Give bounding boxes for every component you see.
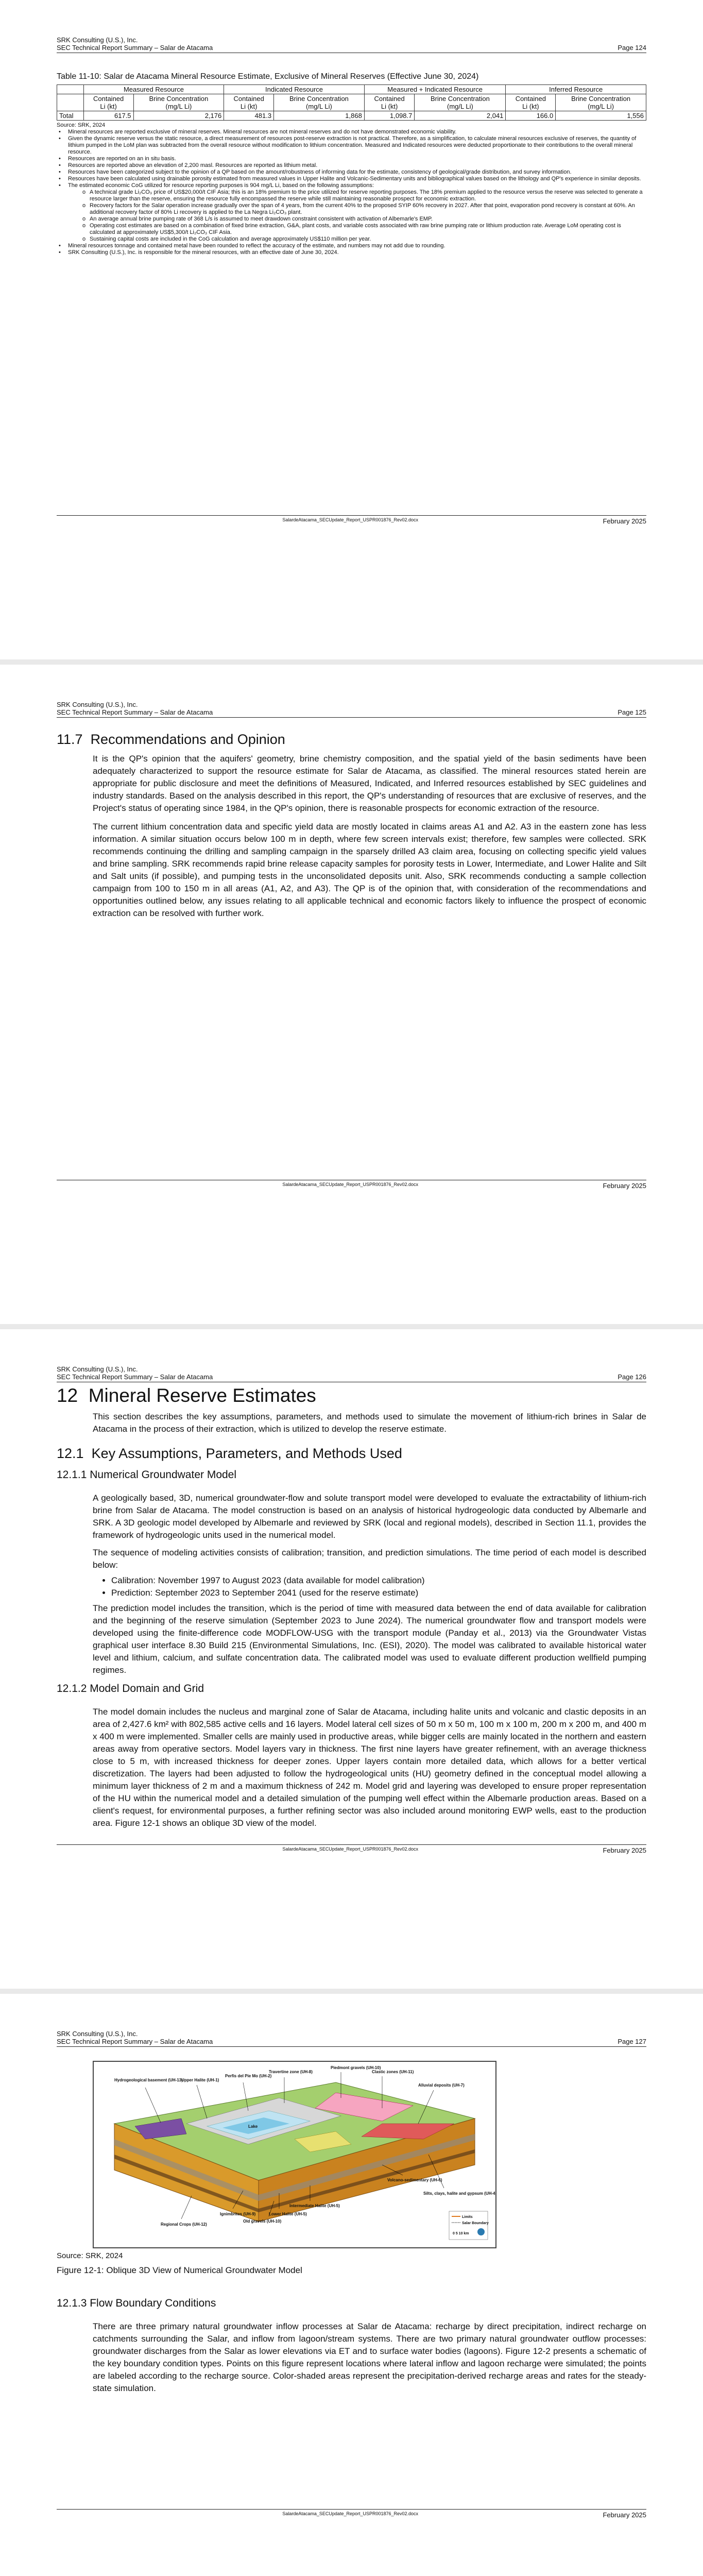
paragraph: The current lithium concentration data and specific yield data are mostly located in claims areas A1 and A2. A3 in the eastern zone has less information. A similar situation occurs below 100 m in depth, where few screen intervals exist; therefore, few samples were collected. SRK recommends continuing the drilling and sampling campaign in the sparsely drilled A3 claim area, focusing on collecting specific yield values and brine sampling. SRK recommends rapid brine release capacity samples for porosity tests in Lower, Intermediate, and Lower Halite and Silt and Salt units (if possible), and pumping tests in the unconsolidated deposits unit. Also, SRK recommends conducting a sample collection campaign from 100 to 150 m in all areas (A1, A2, and A3). The QP is of the opinion that, with consideration of the recommendations and opportunities outlined below, any issues relating to all applicable technical and economic factors likely to influence the prospect of economic extraction can be resolved with further work. [93, 822, 646, 918]
col-contained-header: Contained Li (kt) [224, 94, 274, 111]
section-heading [57, 732, 646, 748]
footer-date: February 2025 [603, 1846, 646, 1854]
page-127 [0, 1994, 703, 2576]
footer-filename: SalardeAtacama_SECUpdate_Report_USPR001876_Rev02.docx [282, 2511, 419, 2516]
figure-source: Source: SRK, 2024 [57, 2251, 123, 2260]
page-number: Page 127 [618, 2038, 646, 2045]
note-item: • Resources have been calculated using drainable porosity estimated from measured values in Upper Halite and Volcanic-Sedimentary units and bibliographical values based on the lithology and QP's experience in similar deposits. [68, 176, 646, 182]
note-item: • Mineral resources tonnage and contained metal have been rounded to reflect the accuracy of the estimate, and numbers may not add due to rounding. [68, 243, 646, 249]
header-report: SEC Technical Report Summary – Salar de Atacama [57, 44, 213, 52]
paragraph: The model domain includes the nucleus and marginal zone of Salar de Atacama, including halite units and volcanic and clastic deposits in an area of 2,427.6 km² with 802,585 active cells and 16 layers. Model lateral cell sizes of 50 m x 50 m, 100 m x 100 m, 200 m x 200 m, and 400 m x 400 m were implemented. Smaller cells are mainly used in productive areas, while bigger cells are mainly located in the northern and eastern areas away from operative sectors. Model layers vary in thickness. The first nine layers have greater refinement, with an average thickness close to 5 m, with increased thickness for deeper zones. Upper layers contain more detailed data, which allows for a better vertical discretization. The layers had been adjusted to follow the hydrogeological units (HU) geometry defined in the conceptual model allowing a minimum layer thickness of 2 m and a maximum thickness of 242 m. Model grid and layering was developed to ensure proper representation of the HU within the numerical model and a detailed simulation of the pumping well effect within the Albemarle production areas. Based on a client's request, for environmental purposes, a further refining sector was also included around monitoring EWP wells, east to the production area. Figure 12-1 shows an oblique 3D view of the model. [93, 1707, 646, 1828]
header-report: SEC Technical Report Summary – Salar de Atacama [57, 708, 213, 716]
subsection-title: Numerical Groundwater Model [90, 1469, 237, 1481]
note-text: The estimated economic CoG utilized for resource reporting purposes is 904 mg/L Li, based on the following assumptions: [68, 182, 374, 189]
subsection-number: 12.1.2 [57, 1683, 87, 1694]
subsection-heading [57, 1683, 646, 1695]
figure-label: Silts, clays, halite and gypsum (UH-4) [423, 2191, 495, 2196]
section-number: 11.7 [57, 732, 83, 747]
total-cell: 1,556 [556, 111, 646, 121]
figure-label: Regional Crops (UH-12) [161, 2222, 207, 2227]
figure-label: Hydrogeological basement (UH-13) [114, 2078, 183, 2082]
figure-label: Old gravels (UH-10) [243, 2219, 282, 2224]
paragraph: The prediction model includes the transition, which is the period of time with measured data between the end of data available for calibration and the beginning of the reserve simulation (September 2023 to June 2024). The numerical groundwater flow and transport models were developed using the finite-difference code MODFLOW-USG with the transport module (Panday et al., 2013) via the Groundwater Vistas graphical user interface 8.30 Build 215 (Environmental Simulations, Inc. (ESI), 2020). The model was calibrated to available historical water level and lithium, calcium, and sulfate concentration data. The calibrated model was used to evaluate different production wellfield pumping regimes. [93, 1603, 646, 1675]
section-title: Key Assumptions, Parameters, and Methods Used [91, 1446, 402, 1461]
footer-date: February 2025 [603, 2511, 646, 2519]
figure-caption-block [57, 2251, 646, 2276]
compass-icon [477, 2228, 485, 2235]
figure-label: Piedmont gravels (UH-10) [331, 2065, 381, 2070]
figure-label: Perfis del Pie Mo (UH-2) [225, 2074, 272, 2078]
table-source: Source: SRK, 2024 [57, 122, 106, 128]
period-list [93, 1574, 646, 1599]
col-contained-header: Contained Li (kt) [364, 94, 415, 111]
header-company: SRK Consulting (U.S.), Inc. [57, 36, 138, 44]
subnote-item: o Operating cost estimates are based on a combination of fixed brine extraction, G&A, plant costs, and variable costs associated with raw brine pumping rate or lithium production rate. Average LoM operating cost is calculated at approximately US$5,300/t Li₂CO₃ CIF Asia. [90, 223, 646, 236]
subsection-number: 12.1.3 [57, 2297, 87, 2309]
page-footer [57, 1844, 646, 1854]
note-item: • Given the dynamic reserve versus the static resource, a direct measurement of resources post-reserve extraction is not practical. Therefore, as a simplification, to calculate mineral resources exclusive of reserves, the quantity of lithium pumped in the LoM plan was subtracted from the overall resource without modification to lithium concentration. Measured and Indicated resources were deducted proportionate to their contributions to the overall mineral resource. [68, 135, 646, 156]
section-title: Recommendations and Opinion [90, 732, 285, 747]
col-brine-header: Brine Concentration (mg/L Li) [556, 94, 646, 111]
table-subheader-row [57, 94, 646, 111]
section-11-7 [57, 732, 646, 920]
subnote-item: o An average annual brine pumping rate of 368 L/s is assumed to meet drawdown constraint consistent with activation of Albemarle's EMP. [90, 216, 646, 223]
paragraph: It is the QP's opinion that the aquifers' geometry, brine chemistry composition, and the spatial yield of the basin sediments have been adequately characterized to support the resource estimate for Salar de Atacama, as classified. The mineral resources stated herein are appropriate for public disclosure and meet the definitions of Measured, Indicated, and Inferred resources established by SEC guidelines and industry standards. Based on the analysis described in this report, the QP's understanding of resources that are exclusive of reserves, and the Project's status of operating since 1984, in the QP's opinion, there is reasonable prospects for economic extraction of the resource. [93, 754, 646, 813]
footer-filename: SalardeAtacama_SECUpdate_Report_USPR001876_Rev02.docx [282, 1846, 419, 1852]
col-brine-header: Brine Concentration (mg/L Li) [133, 94, 224, 111]
header-company: SRK Consulting (U.S.), Inc. [57, 1365, 138, 1373]
figure-label: Alluvial deposits (UH-7) [418, 2083, 465, 2088]
figure-12-1 [93, 2061, 496, 2248]
section-12 [57, 1385, 646, 1829]
subsection-heading [57, 2297, 646, 2310]
page-header [57, 2030, 646, 2047]
table-group-header: Inferred Resource [506, 85, 646, 94]
header-company: SRK Consulting (U.S.), Inc. [57, 701, 138, 708]
chapter-number: 12 [57, 1385, 78, 1406]
page-number: Page 126 [618, 1373, 646, 1381]
table-corner [57, 94, 84, 111]
note-item: • Resources are reported above an elevation of 2,200 masl. Resources are reported as lithium metal. [68, 162, 646, 169]
list-item: • Calibration: November 1997 to August 2023 (data available for model calibration) [111, 1574, 646, 1587]
subsection-title: Flow Boundary Conditions [90, 2297, 216, 2309]
total-cell: 1,098.7 [364, 111, 415, 121]
total-cell: 617.5 [83, 111, 133, 121]
subnote-item: o A technical grade Li₂CO₃ price of US$20,000/t CIF Asia; this is an 18% premium to the price utilized for reserve reporting purposes. The 18% premium applied to the resource versus the reserve was selected to generate a resource larger than the reserve, ensuring the resource fully encompassed the reserve while still maintaining reasonable prospect for economic extraction. [90, 189, 646, 202]
page-footer [57, 1180, 646, 1190]
subsection-title: Model Domain and Grid [90, 1683, 204, 1694]
figure-label: Lower Halite (UH-5) [269, 2212, 307, 2216]
footer-date: February 2025 [603, 1182, 646, 1190]
footer-filename: SalardeAtacama_SECUpdate_Report_USPR001876_Rev02.docx [282, 1182, 419, 1187]
page-header [57, 1365, 646, 1382]
section-number: 12.1 [57, 1446, 84, 1461]
section-heading [57, 1446, 646, 1462]
paragraph: There are three primary natural groundwater inflow processes at Salar de Atacama: recharge by direct precipitation, indirect recharge on catchments surrounding the Salar, and inflow from lagoon/stream systems. There are two primary natural groundwater outflow processes: groundwater discharges from the Salar as lower elevations via ET and to surface water bodies (lagoons). Figure 12-2 presents a schematic of the key boundary condition types. Points on this figure represent locations where lateral inflow and lagoon recharge were simulated; the points are labeled according to the recharge source. Color-shaded areas represent the precipitation-derived recharge areas and rates for the steady-state simulation. [93, 2321, 646, 2393]
table-group-header: Measured Resource [83, 85, 224, 94]
chapter-heading [57, 1385, 646, 1406]
table-corner [57, 85, 84, 94]
header-company: SRK Consulting (U.S.), Inc. [57, 2030, 138, 2038]
figure-inner-label: Lake [248, 2124, 258, 2129]
page-124 [0, 0, 703, 659]
total-cell: 2,041 [415, 111, 506, 121]
table-group-header: Indicated Resource [224, 85, 365, 94]
section-12-1-3 [57, 2286, 646, 2395]
table-group-header: Measured + Indicated Resource [364, 85, 506, 94]
subsection-number: 12.1.1 [57, 1469, 87, 1481]
total-cell: 1,868 [274, 111, 365, 121]
legend-scale: 0 5 10 km [453, 2232, 469, 2235]
col-brine-header: Brine Concentration (mg/L Li) [274, 94, 365, 111]
header-report: SEC Technical Report Summary – Salar de Atacama [57, 1373, 213, 1381]
paragraph: This section describes the key assumptions, parameters, and methods used to simulate the movement of lithium-rich brines in Salar de Atacama in the process of their extraction, which is utilized to develop the reserve estimate. [93, 1412, 646, 1434]
note-item: • SRK Consulting (U.S.), Inc. is responsible for the mineral resources, with an effective date of June 30, 2024. [68, 249, 646, 256]
footer-date: February 2025 [603, 517, 646, 525]
page-125 [0, 665, 703, 1324]
page-footer [57, 2509, 646, 2519]
col-contained-header: Contained Li (kt) [83, 94, 133, 111]
note-item [68, 182, 646, 243]
table-caption: Table 11-10: Salar de Atacama Mineral Resource Estimate, Exclusive of Mineral Reserves (Effective June 30, 2024) [57, 72, 479, 81]
table-notes [57, 122, 646, 256]
footer-filename: SalardeAtacama_SECUpdate_Report_USPR001876_Rev02.docx [282, 517, 419, 522]
resource-table [57, 84, 646, 121]
page-header [57, 701, 646, 718]
col-brine-header: Brine Concentration (mg/L Li) [415, 94, 506, 111]
figure-label: Intermediate Halite (UH-5) [289, 2204, 340, 2208]
figure-label: Upper Halite (UH-1) [181, 2078, 219, 2082]
col-contained-header: Contained Li (kt) [506, 94, 556, 111]
table-total-row [57, 111, 646, 121]
total-cell: 481.3 [224, 111, 274, 121]
header-report: SEC Technical Report Summary – Salar de Atacama [57, 2038, 213, 2045]
page-header [57, 36, 646, 53]
total-cell: 2,176 [133, 111, 224, 121]
note-item: • Resources have been categorized subject to the opinion of a QP based on the amount/robustness of informing data for the estimate, consistency of geological/grade distribution, and survey information. [68, 169, 646, 176]
paragraph: A geologically based, 3D, numerical groundwater-flow and solute transport model were developed to evaluate the extractability of lithium-rich brine from Salar de Atacama. The model construction is based on an analysis of historical hydrogeologic data conducted by Albemarle and SRK. A 3D geologic model developed by Albemarle and reviewed by SRK (local and regional models), described in Section 11.1, provides the framework of hydrogeologic units used in the numerical model. [93, 1493, 646, 1540]
figure-label: Volcano-sedimentary (UH-6) [387, 2178, 442, 2182]
total-cell: 166.0 [506, 111, 556, 121]
page-126 [0, 1329, 703, 1989]
page-number: Page 125 [618, 708, 646, 716]
subnote-item: o Sustaining capital costs are included in the CoG calculation and average approximately US$110 million per year. [90, 236, 646, 243]
subsection-heading [57, 1469, 646, 1481]
page-footer [57, 515, 646, 525]
figure-caption: Figure 12-1: Oblique 3D View of Numerical Groundwater Model [57, 2265, 302, 2275]
legend-item: Limits [462, 2215, 473, 2219]
paragraph: The sequence of modeling activities consists of calibration; transition, and prediction simulations. The time period of each model is described below: [93, 1548, 646, 1570]
subnote-item: o Recovery factors for the Salar operation increase gradually over the span of 4 years, from the current 40% to the proposed SYIP 60% recovery in 2027. After that point, evaporation pond recovery is constant at 60%. An additional recovery factor of 80% Li recovery is applied to the La Negra Li₂CO₃ plant. [90, 202, 646, 216]
list-item: • Prediction: September 2023 to September 2041 (used for the reserve estimate) [111, 1587, 646, 1599]
chapter-title: Mineral Reserve Estimates [88, 1385, 316, 1406]
note-item: • Mineral resources are reported exclusive of mineral reserves. Mineral resources are not mineral reserves and do not have demonstrated economic viability. [68, 129, 646, 135]
figure-label: Ignimbrites (UH-9) [220, 2212, 256, 2216]
figure-label: Clastic zones (UH-11) [372, 2070, 414, 2074]
figure-label: Travertine zone (UH-8) [269, 2070, 313, 2074]
page-number: Page 124 [618, 44, 646, 52]
total-label: Total [57, 111, 84, 121]
table-section [57, 72, 646, 256]
legend-item: Salar Boundary [462, 2222, 489, 2225]
groundwater-model-3d-illustration [94, 2062, 495, 2247]
note-item: • Resources are reported on an in situ basis. [68, 156, 646, 162]
